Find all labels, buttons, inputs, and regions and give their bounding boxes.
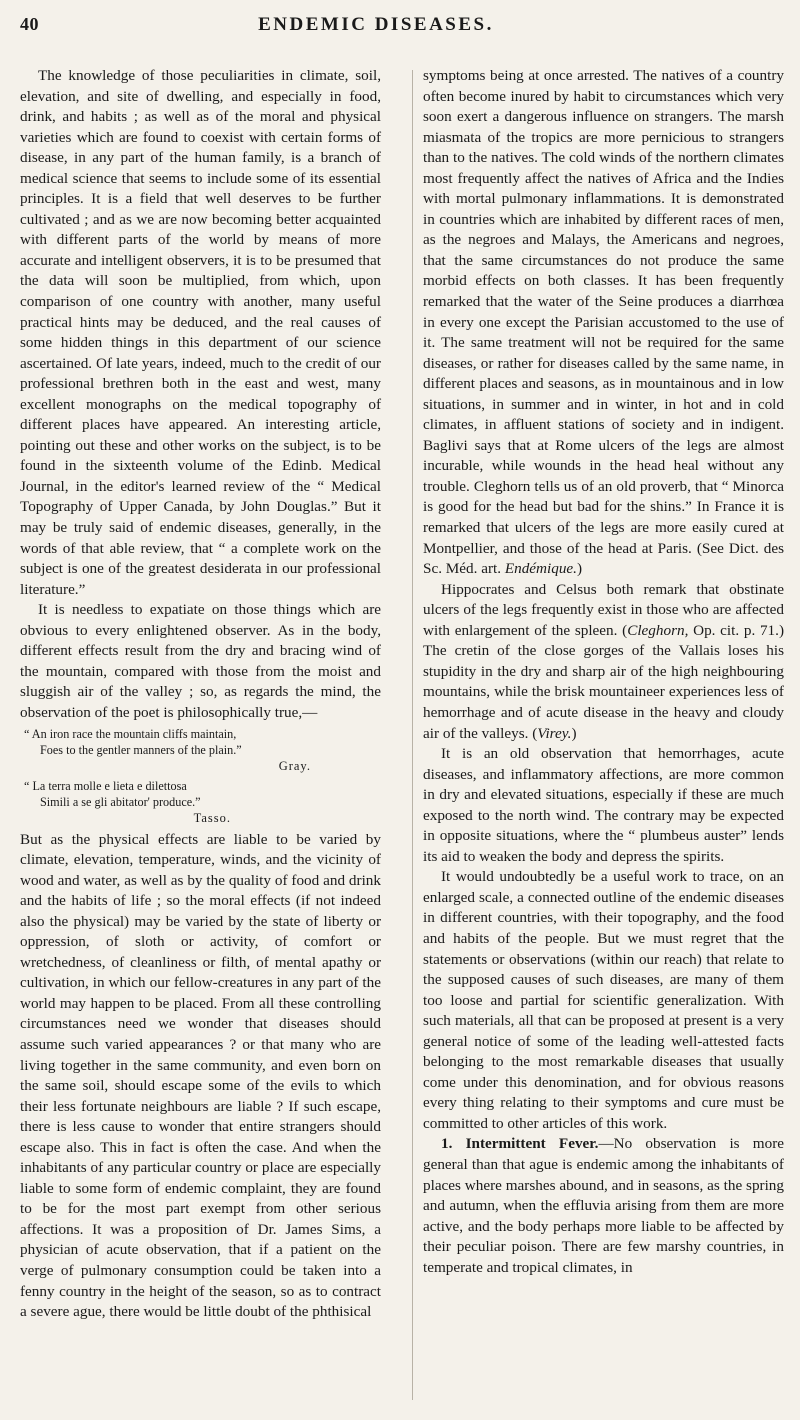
paragraph-useful-work: It would undoubtedly be a useful work to trace, on an enlarged scale, a connected outline of the endemic diseases in different countries, with their topography, and the food and habits of the people. But we must regret that the statements or observations (within our reach) that relate to the supposed causes of such diseases, are many of them too loose and partial for scientific generalization. With such materials, all that can be proposed at present is a very general notice of some of the leading well-attested facts belonging to the most remarkable diseases that usually come under this denomination, and for obvious reasons every thing relating to their symptoms and cure must be committed to other articles of this work. [423, 868, 784, 1132]
text-run: ) [576, 560, 583, 578]
italic-run: Cleghorn, [627, 621, 689, 639]
page-number: 40 [20, 14, 39, 34]
text-run: —No observation is more general than that ague is endemic among the inhabitants of places where marshes abound, and in seasons, as the spring and autumn, when the effluvia arising from them are more active, and the body perhaps more liable to be affected by their peculiar poison. There are few marshy countries, in temperate and tropical climates, in [423, 1135, 784, 1276]
column-divider [412, 70, 413, 1400]
text-run: Op. cit. p. 71.) The cretin of the close gorges of the Vallais loses his stupidity in the dry and sharp air of the high neighbouring mountains, while the brisk mountaineer experiences less of hemorrhage and of acute disease in the heavy and cloudy air of the valleys. ( [423, 621, 784, 742]
paragraph-intermittent-fever [423, 1134, 784, 1278]
verse-quotation-tasso [20, 778, 381, 826]
verse-line: Foes to the gentler manners of the plain.” [40, 742, 242, 757]
italic-run: Endémique. [504, 560, 577, 578]
page-header [20, 12, 790, 42]
italic-run: Virey. [537, 724, 572, 742]
verse-attribution: Tasso. [193, 810, 231, 825]
paragraph-climate-knowledge: The knowledge of those peculiarities in climate, soil, elevation, and site of dwelling, and especially in food, drink, and habits ; as well as of the moral and physical varieties which are found to coexist with certain forms of disease, in any part of the human family, is a branch of medical science that seems to include some of its essential principles. It is a field that well deserves to be further cultivated ; and as we are now becoming better acquainted with different parts of the world by means of more accurate and intelligent observers, it is to be presumed that the data will soon be multiplied, from which, upon comparison of one country with another, many useful practical hints may be deduced, and the real causes of some hidden things in this department of our science ascertained. Of late years, indeed, much to the credit of our professional brethren both in the east and west, many excellent monographs on the medical topography of different places have appeared. An interesting article, pointing out these and other works on the subject, is to be found in the sixteenth volume of the Edinb. Medical Journal, in the editor's learned review of the “ Medical Topography of Upper Canada, by John Douglas.” But it may be truly said of endemic diseases, generally, in the words of that able review, that “ a complete work on the subject is one of the greatest desiderata in our professional literature.” [20, 67, 381, 598]
paragraph-physical-effects: But as the physical effects are liable to be varied by climate, elevation, temperature, winds, and the vicinity of wood and water, as well as by the quality of food and drink and the habits of life ; so the moral effects (if not indeed also the physical) may be varied by the state of liberty or oppression, of sloth or activity, of comfort or wretchedness, of cleanliness or filth, of mental apathy or cultivation, in which our fellow-creatures in any part of the world may happen to be placed. From all these controlling circumstances need we wonder that diseases should assume such varied appearances ? or that many who are living together in the same community, and even born on the same soil, should escape some of the evils to which their less fortunate neighbours are liable ? If such escape, there is less cause to wonder that entire strangers should escape also. This in fact is often the case. And when the inhabitants of any particular country or place are especially liable to some form of endemic complaint, they are found to be for the most part exempt from other serious affections. It was a proposition of Dr. James Sims, a physician of acute observation, that if a patient on the verge of pulmonary consumption could be taken into a fenny country in the height of the season, so as to contract a severe ague, there would be little doubt of the phthisical [20, 830, 381, 1321]
right-column [423, 66, 784, 1278]
verse-quotation-gray [20, 726, 381, 774]
text-run: Hippocrates and Celsus both remark that obstinate ulcers of the legs frequently exist in those who are affected with enlargement of the spleen. ( [423, 580, 784, 639]
text-run: symptoms being at once arrested. The natives of a country often become inured by habit to circumstances which very soon exert a dangerous influence on strangers. The marsh miasmata of the tropics are more pernicious to strangers than to the natives. The cold winds of the northern climates most frequently affect the natives of Africa and the Indies with mortal pulmonary inflammations. It is demonstrated in countries which are inhabited by different races of men, as the negroes and Malays, the Americans and negroes, that the same circumstances do not produce the same morbid effects on both classes. It has been frequently remarked that the water of the Seine produces a diarrhœa in every one except the Parisian accustomed to the use of it. The same treatment will not be required for the same diseases, or rather for diseases called by the same name, in different places and seasons, as in mountainous and in low situations, in summer and in winter, in hot and in cold climates, in affluent stations of society and in indigent. Baglivi says that at Rome ulcers of the legs are almost incurable, while wounds in the head heal without any trouble. Cleghorn tells us of an old proverb, that “ Minorca is good for the head but bad for the shins.” In France it is remarked that ulcers of the legs are more easily cured at Montpellier, and those of the head at Paris. (See Dict. des Sc. Méd. art. [423, 67, 784, 578]
section-heading: 1. Intermittent Fever. [441, 1135, 599, 1153]
paragraph-continued [423, 66, 784, 580]
running-title: ENDEMIC DISEASES. [258, 14, 494, 35]
verse-line: “ An iron race the mountain cliffs maintain, [24, 726, 237, 741]
left-column [20, 66, 381, 1323]
verse-line: Simili a se gli abitator' produce.” [40, 794, 201, 809]
paragraph-old-observation: It is an old observation that hemorrhages, acute diseases, and inflammatory affections, are more common in dry and elevated situations, especially if these are much exposed to the north wind. The contrary may be expected in opposite situations, where the “ plumbeus auster” lends its aid to weaken the body and depress the spirits. [423, 745, 784, 865]
paragraph-poet-observation: It is needless to expatiate on those things which are obvious to every enlightened observer. As in the body, different effects result from the dry and bracing wind of the mountain, compared with those from the moist and sluggish air of the valley ; so, as regards the mind, the observation of the poet is philosophically true,— [20, 601, 381, 721]
paragraph-hippocrates [423, 580, 784, 744]
verse-attribution: Gray. [278, 758, 311, 773]
text-run: ) [571, 724, 577, 742]
verse-line: “ La terra molle e lieta e dilettosa [24, 778, 187, 793]
